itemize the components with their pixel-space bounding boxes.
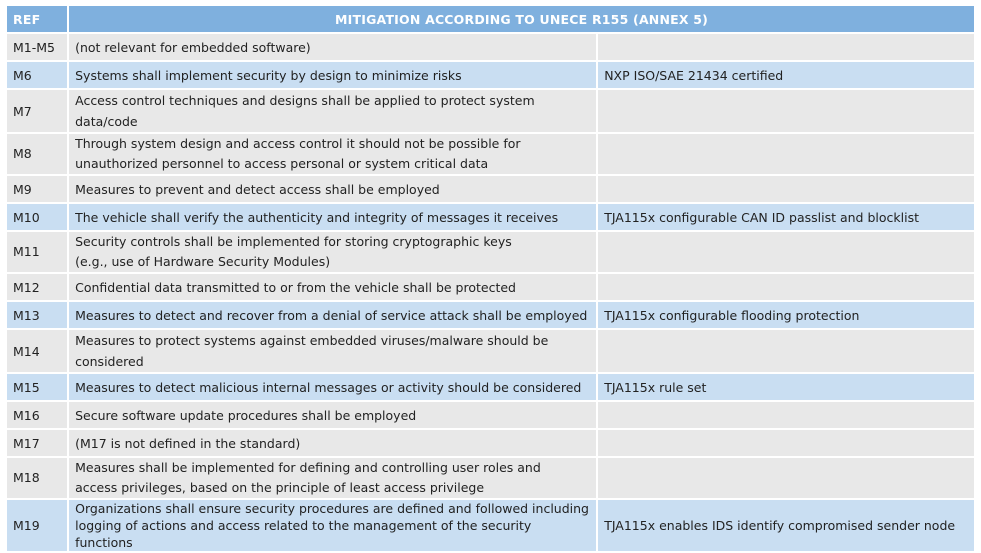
row-ref: M18	[7, 458, 67, 498]
table-row	[7, 458, 974, 498]
row-text: Systems shall implement security by design to minimize risks	[69, 62, 596, 88]
table-row	[7, 134, 974, 174]
row-text	[69, 500, 596, 551]
row-note	[598, 430, 974, 456]
table-row	[7, 430, 974, 456]
row-ref: M8	[7, 134, 67, 174]
row-ref: M1-M5	[7, 34, 67, 60]
row-note	[598, 134, 974, 174]
ref-column-header: REF	[7, 6, 67, 32]
row-note	[598, 176, 974, 202]
row-note	[598, 274, 974, 300]
row-note	[598, 402, 974, 428]
row-text-line1: Through system design and access control it should not be possible for	[75, 136, 521, 151]
row-note: TJA115x configurable CAN ID passlist and blocklist	[598, 204, 974, 230]
row-note: TJA115x enables IDS identify compromised sender node	[598, 500, 974, 551]
row-text	[69, 458, 596, 498]
row-text: Access control techniques and designs shall be applied to protect system data/code	[69, 90, 596, 132]
row-ref: M11	[7, 232, 67, 272]
row-note	[598, 330, 974, 372]
row-text: Secure software update procedures shall be employed	[69, 402, 596, 428]
row-text	[69, 232, 596, 272]
row-text: Measures to prevent and detect access shall be employed	[69, 176, 596, 202]
row-note: TJA115x rule set	[598, 374, 974, 400]
row-note	[598, 90, 974, 132]
table-row	[7, 374, 974, 400]
mitigation-table	[5, 4, 976, 553]
row-text-line2: access privileges, based on the principle of least access privilege	[75, 480, 485, 495]
row-ref: M19	[7, 500, 67, 551]
row-ref: M16	[7, 402, 67, 428]
table-row	[7, 62, 974, 88]
row-ref: M9	[7, 176, 67, 202]
row-text: Confidential data transmitted to or from the vehicle shall be protected	[69, 274, 596, 300]
row-text-line2: logging of actions and access related to the management of the security functions	[75, 518, 532, 550]
row-text: Measures to detect malicious internal messages or activity should be considered	[69, 374, 596, 400]
row-text-line1: Organizations shall ensure security procedures are defined and followed including	[75, 501, 589, 516]
row-text-line2: unauthorized personnel to access personal or system critical data	[75, 156, 489, 171]
row-text: Measures to protect systems against embedded viruses/malware should be considered	[69, 330, 596, 372]
table-row	[7, 402, 974, 428]
row-text: (not relevant for embedded software)	[69, 34, 596, 60]
row-note	[598, 34, 974, 60]
row-ref: M6	[7, 62, 67, 88]
row-ref: M10	[7, 204, 67, 230]
table-row	[7, 274, 974, 300]
row-ref: M7	[7, 90, 67, 132]
row-text: (M17 is not defined in the standard)	[69, 430, 596, 456]
row-note: NXP ISO/SAE 21434 certified	[598, 62, 974, 88]
row-text	[69, 134, 596, 174]
table-row	[7, 176, 974, 202]
table-row	[7, 204, 974, 230]
table-row	[7, 232, 974, 272]
row-ref: M15	[7, 374, 67, 400]
row-ref: M12	[7, 274, 67, 300]
row-ref: M14	[7, 330, 67, 372]
table-row	[7, 330, 974, 372]
table-row	[7, 90, 974, 132]
table-row	[7, 34, 974, 60]
row-text: Measures to detect and recover from a denial of service attack shall be employed	[69, 302, 596, 328]
mitigation-table-container	[5, 4, 976, 553]
row-note	[598, 232, 974, 272]
row-text: The vehicle shall verify the authenticity and integrity of messages it receives	[69, 204, 596, 230]
mitigation-column-header: MITIGATION ACCORDING TO UNECE R155 (ANNEX 5)	[69, 6, 974, 32]
table-row	[7, 500, 974, 551]
row-ref: M13	[7, 302, 67, 328]
row-note	[598, 458, 974, 498]
row-ref: M17	[7, 430, 67, 456]
table-header-row	[7, 6, 974, 32]
row-text-line2: (e.g., use of Hardware Security Modules)	[75, 254, 331, 269]
table-row	[7, 302, 974, 328]
row-note: TJA115x configurable flooding protection	[598, 302, 974, 328]
row-text-line1: Measures shall be implemented for defining and controlling user roles and	[75, 460, 541, 475]
row-text-line1: Security controls shall be implemented for storing cryptographic keys	[75, 234, 512, 249]
